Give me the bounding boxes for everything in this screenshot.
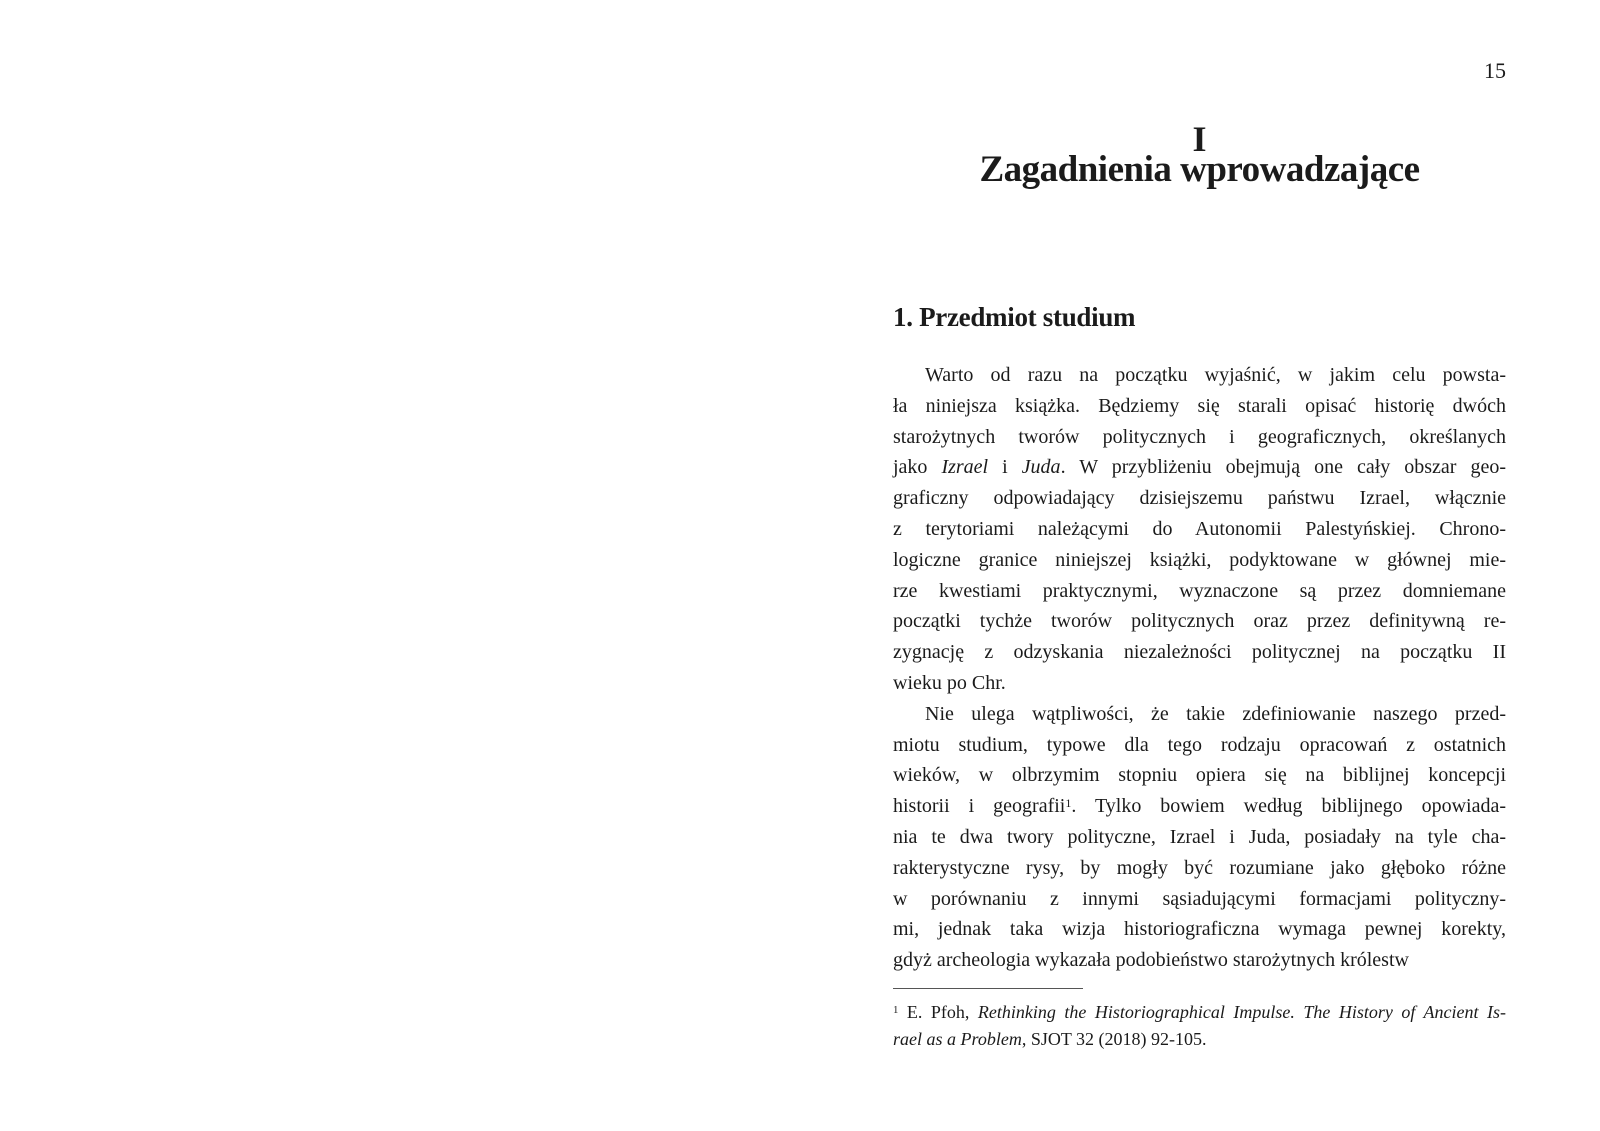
chapter-title: Zagadnienia wprowadzające — [979, 149, 1420, 190]
body-line: rze kwestiami praktycznymi, wyznaczone są przez domniemane — [893, 579, 1506, 602]
body-line: historii i geografii$^1$. Tylko bowiem według biblijnego opowiada- — [893, 795, 1506, 818]
section-heading: 1. Przedmiot studium — [893, 302, 1136, 332]
footnote — [893, 999, 1506, 1053]
body-line: ła niniejsza książka. Będziemy się starali opisać historię dwóch — [893, 394, 1506, 417]
page-number: 15 — [1484, 58, 1506, 83]
body-text — [893, 360, 1506, 976]
body-line: nia te dwa twory polityczne, Izrael i Juda, posiadały na tyle cha- — [893, 825, 1506, 848]
body-line: w porównaniu z innymi sąsiadującymi formacjami polityczny- — [893, 887, 1506, 910]
body-line: rakterystyczne rysy, by mogły być rozumiane jako głęboko różne — [893, 856, 1506, 879]
body-line: gdyż archeologia wykazała podobieństwo starożytnych królestw — [893, 949, 1409, 972]
body-line: jako Izrael i Juda. W przybliżeniu obejmują one cały obszar geo- — [893, 456, 1507, 479]
body-line: graficzny odpowiadający dzisiejszemu państwu Izrael, włącznie — [893, 487, 1506, 510]
body-line: logiczne granice niniejszej książki, podyktowane w głównej mie- — [893, 548, 1506, 571]
body-line: wieku po Chr. — [893, 671, 1006, 694]
footnote-line: rael as a Problem, SJOT 32 (2018) 92-105. — [893, 1029, 1207, 1049]
body-line: miotu studium, typowe dla tego rodzaju opracowań z ostatnich — [893, 733, 1506, 756]
chapter-numeral: I — [1192, 119, 1207, 159]
body-line: Nie ulega wątpliwości, że takie zdefiniowanie naszego przed- — [925, 702, 1506, 725]
footnote-rule — [893, 988, 1083, 989]
footnote-line: $^1$ E. Pfoh, Rethinking the Historiographical Impulse. The History of Ancient Is- — [893, 1002, 1507, 1022]
body-line: starożytnych tworów politycznych i geograficznych, określanych — [893, 425, 1506, 448]
body-line: wieków, w olbrzymim stopniu opiera się na biblijnej koncepcji — [893, 764, 1506, 787]
body-line: zygnację z odzyskania niezależności politycznej na początku II — [893, 641, 1506, 664]
body-line: mi, jednak taka wizja historiograficzna wymaga pewnej korekty, — [893, 918, 1506, 941]
body-line: z terytoriami należącymi do Autonomii Palestyńskiej. Chrono- — [893, 517, 1506, 540]
book-page — [893, 0, 1506, 1131]
body-line: początki tychże tworów politycznych oraz przez definitywną re- — [893, 610, 1506, 633]
body-line: Warto od razu na początku wyjaśnić, w jakim celu powsta- — [925, 364, 1506, 386]
